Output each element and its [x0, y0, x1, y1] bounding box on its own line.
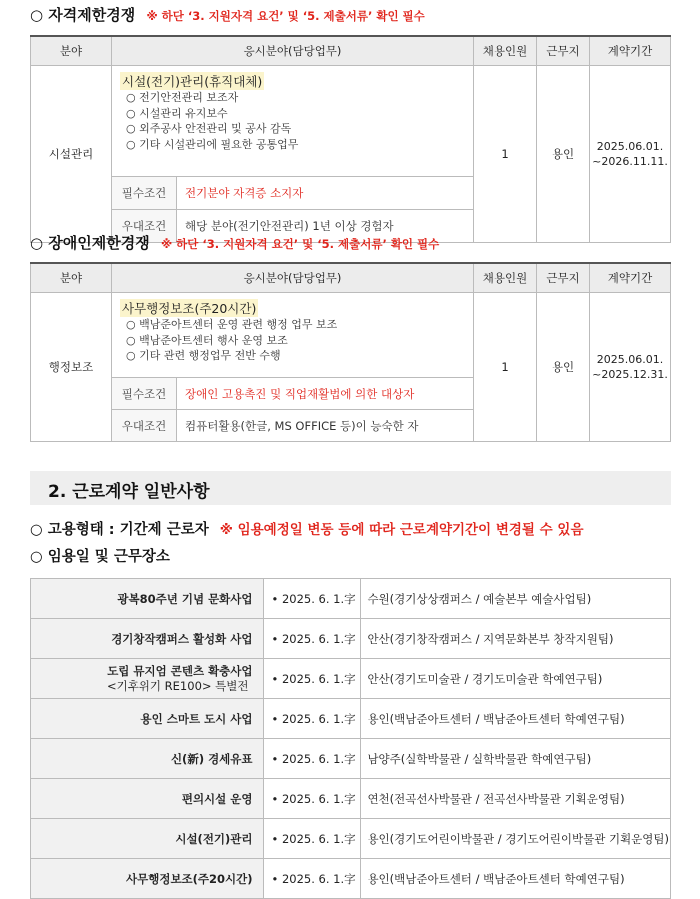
section-heading-disability [30, 232, 439, 253]
employment-note: ※ 임용예정일 변동 등에 따라 근로계약기간이 변경될 수 있음 [219, 522, 584, 538]
required-value: 전기분야 자격증 소지자 [177, 177, 474, 210]
preferred-value: 해당 분야(전기안전관리) 1년 이상 경험자 [177, 210, 474, 243]
schedule-heading: ○ 임용일 및 근무장소 [30, 549, 170, 565]
header-duty: 응시분야(담당업무) [112, 36, 474, 66]
location-cell: 용인 [537, 66, 590, 243]
header-field: 분야 [31, 36, 112, 66]
table-row [31, 659, 671, 699]
period-end: ~2025.12.31. [592, 368, 668, 381]
disability-table [30, 262, 671, 442]
required-label: 필수조건 [112, 177, 177, 210]
work-place: 연천(전곡선사박물관 / 전곡선사박물관 기획운영팀) [361, 779, 671, 819]
headcount-cell: 1 [474, 66, 537, 243]
schedule-table [30, 578, 671, 899]
work-place: 남양주(실학박물관 / 실학박물관 학예연구팀) [361, 739, 671, 779]
duty-item: ○ 백남준아트센터 운영 관련 행정 업무 보조 [120, 317, 467, 333]
work-place: 안산(경기창작캠퍼스 / 지역문화본부 창작지원팀) [361, 619, 671, 659]
work-place: 안산(경기도미술관 / 경기도미술관 학예연구팀) [361, 659, 671, 699]
section-title: 2. 근로계약 일반사항 [48, 482, 210, 502]
required-value: 장애인 고용촉진 및 직업재활법에 의한 대상자 [177, 378, 474, 410]
project-name-line1: 도립 뮤지엄 콘텐츠 확충사업 [107, 663, 253, 678]
section-note: ※ 하단 ‘3. 지원자격 요건’ 및 ‘5. 제출서류’ 확인 필수 [160, 237, 440, 251]
header-period: 계약기간 [590, 36, 671, 66]
start-date: • 2025. 6. 1.字 [263, 579, 361, 619]
table-row [31, 699, 671, 739]
header-location: 근무지 [537, 263, 590, 293]
table-row [31, 859, 671, 899]
project-name [31, 659, 264, 699]
start-date: • 2025. 6. 1.字 [263, 659, 361, 699]
duty-item: ○ 전기안전관리 보조자 [120, 90, 467, 106]
project-name: 시설(전기)관리 [31, 819, 264, 859]
required-label: 필수조건 [112, 378, 177, 410]
duty-cell [112, 66, 474, 177]
header-headcount: 채용인원 [474, 263, 537, 293]
section-title: ○ 장애인제한경쟁 [30, 234, 150, 252]
field-cell: 행정보조 [31, 293, 112, 442]
project-name: 편의시설 운영 [31, 779, 264, 819]
header-period: 계약기간 [590, 263, 671, 293]
start-date: • 2025. 6. 1.字 [263, 819, 361, 859]
project-name: 광복80주년 기념 문화사업 [31, 579, 264, 619]
start-date: • 2025. 6. 1.字 [263, 739, 361, 779]
table-header-row [31, 36, 671, 66]
duty-item: ○ 기타 관련 행정업무 전반 수행 [120, 348, 467, 364]
period-cell [590, 293, 671, 442]
table-row [31, 819, 671, 859]
work-place: 용인(경기도어린이박물관 / 경기도어린이박물관 기획운영팀) [361, 819, 671, 859]
preferred-value: 컴퓨터활용(한글, MS OFFICE 등)이 능숙한 자 [177, 410, 474, 442]
section-heading-qualification [30, 4, 425, 25]
qualification-table [30, 35, 671, 243]
table-header-row [31, 263, 671, 293]
header-headcount: 채용인원 [474, 36, 537, 66]
table-row [31, 293, 671, 378]
period-end: ~2026.11.11. [592, 155, 668, 168]
section-bar [30, 471, 671, 505]
section-title: ○ 자격제한경쟁 [30, 6, 136, 24]
table-row [31, 739, 671, 779]
preferred-label: 우대조건 [112, 210, 177, 243]
table-row [31, 66, 671, 177]
location-cell: 용인 [537, 293, 590, 442]
duty-item: ○ 기타 시설관리에 필요한 공통업무 [120, 137, 467, 153]
duty-cell [112, 293, 474, 378]
field-cell: 시설관리 [31, 66, 112, 243]
period-cell [590, 66, 671, 243]
start-date: • 2025. 6. 1.字 [263, 699, 361, 739]
start-date: • 2025. 6. 1.字 [263, 619, 361, 659]
headcount-cell: 1 [474, 293, 537, 442]
duty-item: ○ 시설관리 유지보수 [120, 106, 467, 122]
header-field: 분야 [31, 263, 112, 293]
duty-item: ○ 외주공사 안전관리 및 공사 감독 [120, 121, 467, 137]
work-place: 수원(경기상상캠퍼스 / 예술본부 예술사업팀) [361, 579, 671, 619]
header-duty: 응시분야(담당업무) [112, 263, 474, 293]
table-row [31, 619, 671, 659]
employment-label: ○ 고용형태 : 기간제 근로자 [30, 522, 209, 538]
work-place: 용인(백남준아트센터 / 백남준아트센터 학예연구팀) [361, 699, 671, 739]
period-start: 2025.06.01. [596, 353, 664, 366]
project-name-line2: <기후위기 RE100> 특별전 [106, 678, 249, 693]
period-start: 2025.06.01. [596, 140, 664, 153]
employment-type [30, 518, 584, 539]
project-name: 사무행정보조(주20시간) [31, 859, 264, 899]
job-title: 시설(전기)관리(휴직대체) [122, 74, 263, 89]
header-location: 근무지 [537, 36, 590, 66]
table-row [31, 579, 671, 619]
project-name: 신(新) 경세유표 [31, 739, 264, 779]
start-date: • 2025. 6. 1.字 [263, 779, 361, 819]
preferred-label: 우대조건 [112, 410, 177, 442]
work-place: 용인(백남준아트센터 / 백남준아트센터 학예연구팀) [361, 859, 671, 899]
table-row [31, 779, 671, 819]
job-title: 사무행정보조(주20시간) [122, 301, 257, 316]
project-name: 경기창작캠퍼스 활성화 사업 [31, 619, 264, 659]
duty-item: ○ 백남준아트센터 행사 운영 보조 [120, 333, 467, 349]
section-note: ※ 하단 ‘3. 지원자격 요건’ 및 ‘5. 제출서류’ 확인 필수 [146, 9, 425, 23]
project-name: 용인 스마트 도시 사업 [31, 699, 264, 739]
start-date: • 2025. 6. 1.字 [263, 859, 361, 899]
